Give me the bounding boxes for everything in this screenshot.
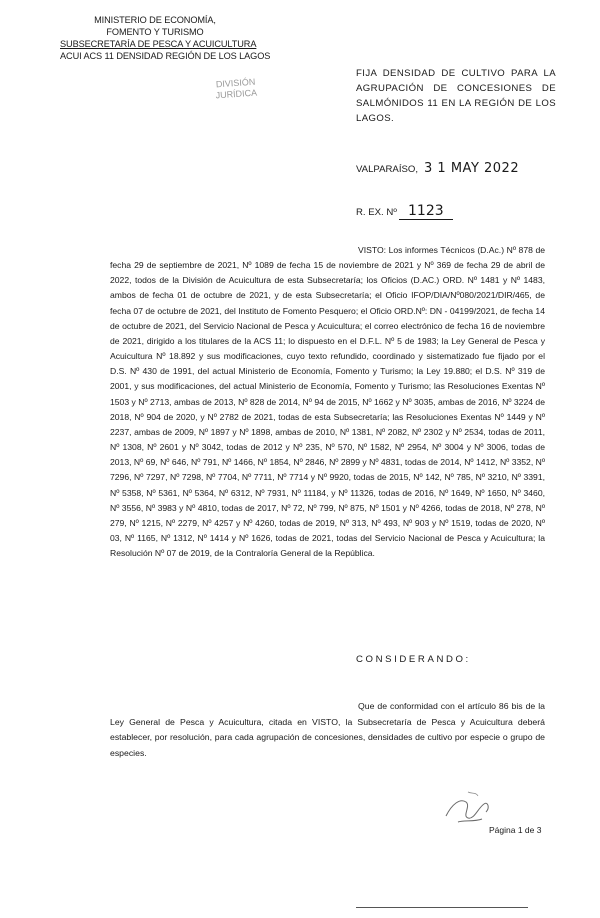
place-and-date — [356, 161, 519, 176]
letterhead — [60, 14, 271, 62]
place: VALPARAÍSO, — [356, 164, 419, 175]
subsecretariat-line: SUBSECRETARÍA DE PESCA Y ACUICULTURA — [60, 39, 257, 49]
bottom-rule — [356, 907, 528, 908]
ministry-line-2: FOMENTO Y TURISMO — [106, 27, 204, 37]
division-stamp — [196, 78, 276, 128]
considerando-paragraph-1: Que de conformidad con el artículo 86 bis de la Ley General de Pesca y Acuicultura, citada en VISTO, la Subsecretaría de Pesca y Acuicultura deberá establecer, por resolución, para cada agrupación de concesiones, densidades de cultivo por especie o grupo de especies. — [110, 701, 545, 758]
stamp-line-2: JURÍDICA — [215, 87, 258, 101]
considerando-heading: CONSIDERANDO: — [356, 654, 471, 665]
resolution-date: 3 1 MAY 2022 — [424, 161, 520, 176]
visto-paragraph: VISTO: Los informes Técnicos (D.Ac.) Nº 878 de fecha 29 de septiembre de 2021, Nº 1089 de fecha 15 de noviembre de 2021 y Nº 369 de fecha 29 de abril de 2022, todos de la División de Acuicultura de esta Subsecretaría; los Oficios (D.AC.) ORD. Nº 1481 y Nº 1483, ambos de fecha 01 de octubre de 2021, y de esta Subsecretaría; el Oficio IFOP/DIA/Nº080/2021/DIR/465, de fecha 07 de octubre de 2021, del Instituto de Fomento Pesquero; el Oficio ORD.Nº: DN - 04199/2021, de fecha 14 de octubre de 2021, del Servicio Nacional de Pesca y Acuicultura; el correo electrónico de fecha 16 de noviembre de 2021, dirigido a los titulares de la ACS 11; lo dispuesto en el D.F.L. Nº 5 de 1983; la Ley General de Pesca y Acuicultura Nº 18.892 y sus modificaciones, cuyo texto refundido, coordinado y sistematizado fue fijado por el D.S. Nº 430 de 1991, del actual Ministerio de Economía, Fomento y Turismo; la Ley 19.880; el D.S. Nº 319 de 2001, y sus modificaciones, del actual Ministerio de Economía, Fomento y Turismo; las Resoluciones Exentas Nº 1503 y Nº 2713, ambas de 2013, Nº 828 de 2014, Nº 94 de 2015, Nº 1662 y Nº 3035, ambas de 2016, Nº 3224 de 2018, Nº 904 de 2020, y Nº 2782 de 2021, todas de esta Subsecretaría; las Resoluciones Exentas Nº 1449 y Nº 2237, ambas de 2009, Nº 1897 y Nº 1898, ambas de 2010, Nº 1381, Nº 2082, Nº 2302 y Nº 2534, todas de 2011, Nº 1308, Nº 2601 y Nº 3042, todas de 2012 y Nº 235, Nº 570, Nº 1582, Nº 2954, Nº 3004 y Nº 3006, todas de 2013, Nº 69, Nº 646, Nº 791, Nº 1466, Nº 1854, Nº 2846, Nº 2899 y Nº 4831, todas de 2014, Nº 1412, Nº 3352, Nº 7296, Nº 7297, Nº 7298, Nº 7704, Nº 7711, Nº 7714 y Nº 9920, todas de 2015, Nº 142, Nº 785, Nº 3210, Nº 3391, Nº 5358, Nº 5361, Nº 5364, Nº 6312, Nº 7931, Nº 11184, y Nº 11326, todas de 2016, Nº 1649, Nº 1650, Nº 3460, Nº 3556, Nº 3983 y Nº 4810, todas de 2017, Nº 72, Nº 799, Nº 875, Nº 1501 y Nº 4266, todas de 2018, Nº 278, Nº 279, Nº 1215, Nº 2279, Nº 4257 y Nº 4260, todas de 2019, Nº 313, Nº 493, Nº 903 y Nº 1519, todas de 2020, Nº 03, Nº 1165, Nº 1312, Nº 1414 y Nº 1626, todas de 2021, todas del Servicio Nacional de Pesca y Acuicultura; la Resolución Nº 07 de 2019, de la Contraloría General de la República. — [110, 245, 545, 559]
initials-signature — [438, 786, 498, 830]
page-number: Página 1 de 3 — [489, 825, 542, 835]
rex-number: 1123 — [399, 203, 453, 220]
ministry-line: MINISTERIO DE ECONOMÍA, — [94, 15, 216, 25]
resolution-subject: FIJA DENSIDAD DE CULTIVO PARA LA AGRUPACIÓN DE CONCESIONES DE SALMÓNIDOS 11 EN LA REGIÓN DE LOS LAGOS. — [356, 68, 556, 124]
stamp-line-1: DIVISIÓN — [215, 76, 256, 90]
file-reference: ACUI ACS 11 DENSIDAD REGIÓN DE LOS LAGOS — [60, 51, 271, 61]
rex-label: R. EX. Nº — [356, 207, 397, 218]
resolution-number-line — [356, 203, 453, 220]
